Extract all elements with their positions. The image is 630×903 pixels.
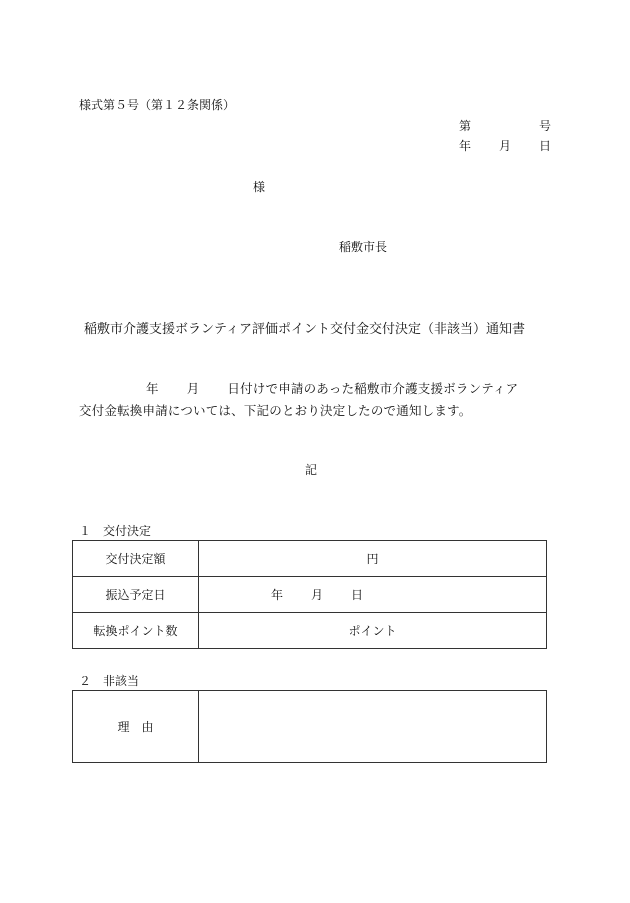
doc-number-prefix: 第 bbox=[459, 119, 472, 133]
form-label: 様式第５号（第１２条関係） bbox=[79, 98, 236, 112]
date-year: 年 bbox=[459, 139, 472, 153]
section-1-heading: １ 交付決定 bbox=[79, 524, 152, 538]
amount-label: 交付決定額 bbox=[73, 541, 199, 577]
transfer-date-value bbox=[199, 577, 547, 613]
decision-table bbox=[72, 540, 547, 649]
doc-number-suffix: 号 bbox=[539, 119, 552, 133]
section-2-heading: ２ 非該当 bbox=[79, 674, 140, 688]
table-row bbox=[73, 691, 547, 763]
table-row bbox=[73, 577, 547, 613]
body-month: 月 bbox=[186, 381, 200, 396]
reason-label: 理 由 bbox=[73, 691, 199, 763]
date-month: 月 bbox=[499, 139, 512, 153]
body-year: 年 bbox=[146, 381, 159, 396]
body-line-1-rest: 日付けで申請のあった稲敷市介護支援ボランティア bbox=[227, 381, 519, 396]
points-label: 転換ポイント数 bbox=[73, 613, 199, 649]
transfer-year: 年 bbox=[271, 588, 284, 602]
body-line-2: 交付金転換申請については、下記のとおり決定したので通知します。 bbox=[79, 403, 472, 418]
reason-table bbox=[72, 690, 547, 763]
table-row bbox=[73, 613, 547, 649]
date-day: 日 bbox=[539, 139, 552, 153]
issuer: 稲敷市長 bbox=[339, 240, 388, 254]
body-line-1 bbox=[146, 379, 518, 397]
ki-heading: 記 bbox=[305, 463, 318, 477]
amount-value: 円 bbox=[199, 541, 547, 577]
reason-value bbox=[199, 691, 547, 763]
table-row bbox=[73, 541, 547, 577]
transfer-month: 月 bbox=[311, 588, 324, 602]
document-title: 稲敷市介護支援ボランティア評価ポイント交付金交付決定（非該当）通知書 bbox=[84, 322, 525, 337]
addressee-suffix: 様 bbox=[253, 180, 266, 194]
points-value: ポイント bbox=[199, 613, 547, 649]
transfer-date-label: 振込予定日 bbox=[73, 577, 199, 613]
transfer-day: 日 bbox=[351, 588, 364, 602]
